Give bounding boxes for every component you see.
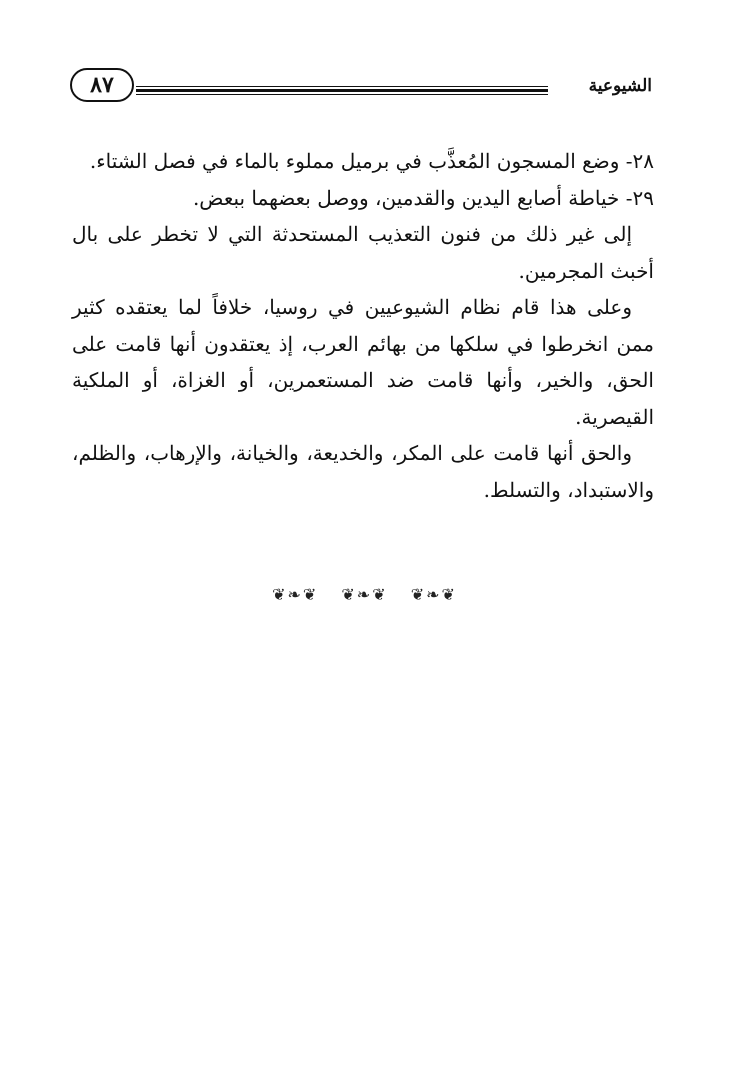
section-end-ornament — [0, 585, 729, 604]
page-header — [70, 68, 652, 112]
header-rule — [136, 84, 548, 98]
paragraph-1: إلى غير ذلك من فنون التعذيب المستحدثة التي لا تخطر على بال أخبث المجرمين. — [72, 222, 654, 283]
header-rule-line-middle — [136, 89, 548, 92]
list-item-28: ٢٨- وضع المسجون المُعذَّب في برميل مملوء بالماء في فصل الشتاء. — [89, 149, 654, 173]
running-title: الشيوعية — [588, 76, 652, 96]
paragraph-3: والحق أنها قامت على المكر، والخديعة، والخيانة، والإرهاب، والظلم، والاستبداد، والتسلط. — [72, 441, 654, 502]
list-item-29: ٢٩- خياطة أصابع اليدين والقدمين، ووصل بعضهما ببعض. — [192, 185, 654, 210]
ornament-icon: ❦❧❦ — [410, 585, 457, 604]
paragraph-2: وعلى هذا قام نظام الشيوعيين في روسيا، خلافاً لما يعتقده كثير ممن انخرطوا في سلكها من بهائم العرب، إذ يعتقدون أنها قامت على الحق، والخير، وأنها قامت ضد المستعمرين، أو الغزاة، أو الملكية القيصرية. — [72, 295, 654, 429]
page-body — [72, 143, 654, 508]
ornament-icon: ❦❧❦ — [272, 585, 319, 604]
ornament-icon: ❦❧❦ — [341, 585, 388, 604]
header-rule-line-top — [136, 86, 548, 87]
page-number: ٨٧ — [70, 68, 134, 102]
header-rule-line-bottom — [136, 94, 548, 95]
